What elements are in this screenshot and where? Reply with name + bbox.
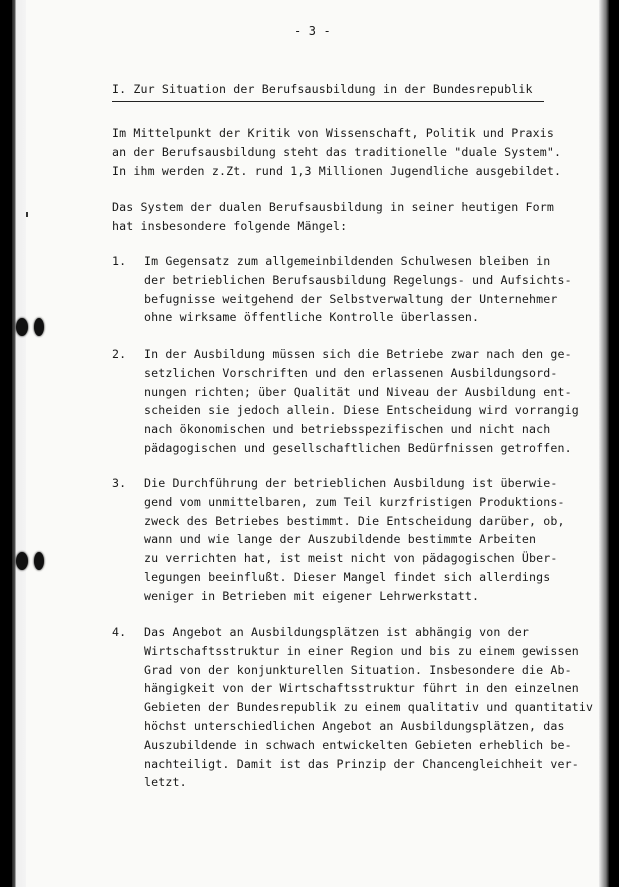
page-right-edge xyxy=(599,0,609,887)
list-item-body xyxy=(144,345,579,458)
list-item-line: gend vom unmittelbaren, zum Teil kurzfristigen Produktions- xyxy=(144,494,565,509)
list-item-line: hängigkeit von der Wirtschaftsstruktur führt in den einzelnen xyxy=(144,681,579,696)
list-item-line: pädagogischen und gesellschaftlichen Bedürfnissen getroffen. xyxy=(144,440,572,455)
list-item-line: nungen richten; über Qualität und Niveau der Ausbildung ent- xyxy=(144,384,572,399)
page-number: - 3 - xyxy=(294,24,331,38)
margin-mark xyxy=(26,212,28,217)
list-item-line: Grad von der konjunkturellen Situation. Insbesondere die Ab- xyxy=(144,662,572,677)
list-item-body xyxy=(144,252,572,327)
list-item-number: 3. xyxy=(112,476,127,490)
intro-paragraph xyxy=(112,124,572,180)
list-item-line: legungen beeinflußt. Dieser Mangel findet sich allerdings xyxy=(144,569,551,584)
lead-paragraph xyxy=(112,198,572,236)
list-item-body xyxy=(144,474,565,606)
binder-edge xyxy=(12,0,26,887)
list-item-line: setzlichen Vorschriften und den erlassenen Ausbildungsord- xyxy=(144,365,558,380)
list-item-line: zu verrichten hat, ist meist nicht von pädagogischen Über- xyxy=(144,551,558,566)
intro-line: an der Berufsausbildung steht das traditionelle "duale System". xyxy=(112,144,562,159)
list-item-line: nach ökonomischen und betriebsspezifischen und nicht nach xyxy=(144,422,551,437)
intro-line: Im Mittelpunkt der Kritik von Wissenschaft, Politik und Praxis xyxy=(112,126,555,140)
punch-hole-upper xyxy=(16,318,50,338)
list-item-line: höchst unterschiedlichen Angebot an Ausbildungsplätzen, das xyxy=(144,718,565,733)
intro-line: In ihm werden z.Zt. rund 1,3 Millionen Jugendliche ausgebildet. xyxy=(112,163,562,178)
list-item-line: wann und wie lange der Auszubildende bestimmte Arbeiten xyxy=(144,532,537,547)
list-item-line: In der Ausbildung müssen sich die Betriebe zwar nach den ge- xyxy=(144,347,572,361)
list-item-line: der betrieblichen Berufsausbildung Regelungs- und Aufsichts- xyxy=(144,272,572,287)
list-item-line: Auszubildende in schwach entwickelten Gebieten erheblich be- xyxy=(144,737,572,752)
lead-line: hat insbesondere folgende Mängel: xyxy=(112,218,348,233)
list-item-line: scheiden sie jedoch allein. Diese Entscheidung wird vorrangig xyxy=(144,403,579,418)
list-item-body xyxy=(144,623,593,792)
list-item-number: 2. xyxy=(112,347,127,361)
list-item-line: Das Angebot an Ausbildungsplätzen ist abhängig von der xyxy=(144,625,530,639)
list-item-line: Gebieten der Bundesrepublik zu einem qualitativ und quantitativ xyxy=(144,700,594,715)
list-item-line: letzt. xyxy=(144,775,187,790)
heading-underline xyxy=(112,101,544,102)
list-item-line: ohne wirksame öffentliche Kontrolle überlassen. xyxy=(144,310,480,325)
list-item-line: befugnisse weitgehend der Selbstverwaltung der Unternehmer xyxy=(144,291,558,306)
list-item-line: zweck des Betriebes bestimmt. Die Entscheidung darüber, ob, xyxy=(144,513,565,528)
list-item-line: Im Gegensatz zum allgemeinbildenden Schulwesen bleiben in xyxy=(144,254,551,268)
list-item-line: Die Durchführung der betrieblichen Ausbildung ist überwie- xyxy=(144,476,558,490)
list-item-number: 1. xyxy=(112,254,127,268)
section-heading: I. Zur Situation der Berufsausbildung in der Bundesrepublik xyxy=(112,82,533,96)
list-item-line: Wirtschaftsstruktur in einer Region und bis zu einem gewissen xyxy=(144,643,579,658)
list-item-line: nachteiligt. Damit ist das Prinzip der Chancengleichheit ver- xyxy=(144,756,579,771)
list-item-number: 4. xyxy=(112,625,127,639)
list-item-line: weniger in Betrieben mit eigener Lehrwerkstatt. xyxy=(144,588,480,603)
punch-hole-lower xyxy=(16,552,50,572)
document-page xyxy=(12,0,609,887)
lead-line: Das System der dualen Berufsausbildung in seiner heutigen Form xyxy=(112,200,555,214)
